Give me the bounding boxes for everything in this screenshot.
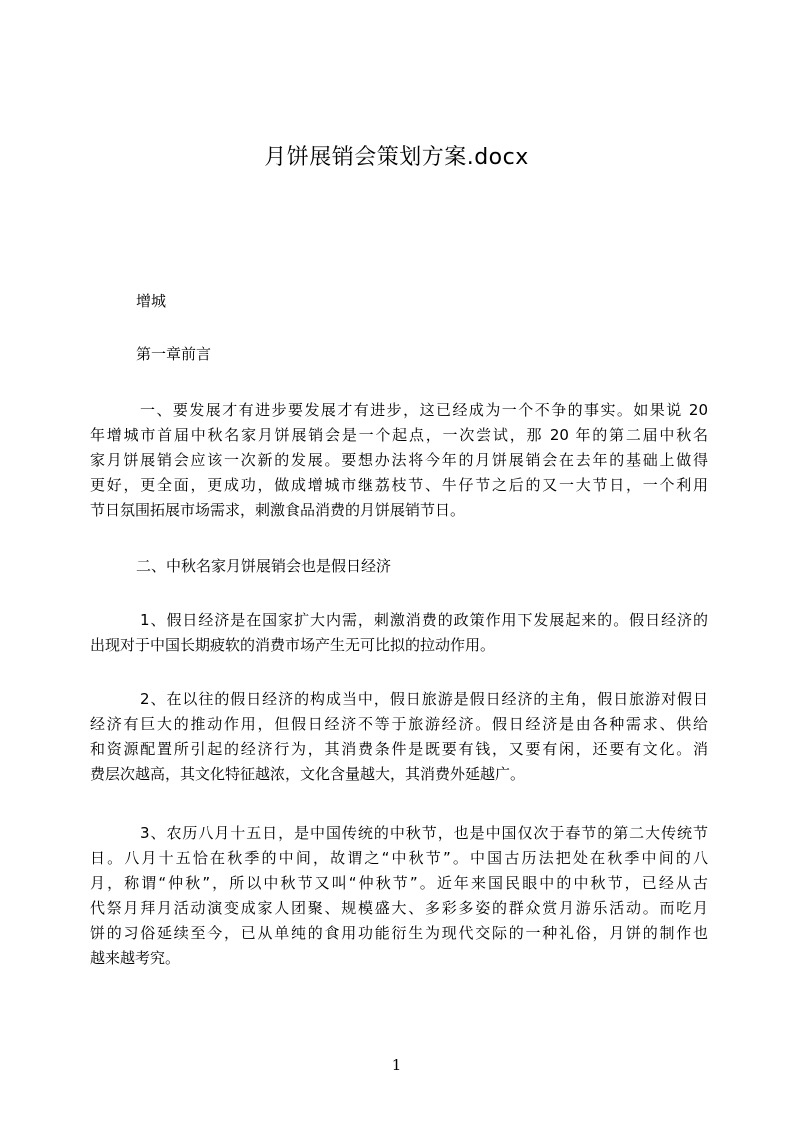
paragraph-line: 家月饼展销会应该一次新的发展。要想办法将今年的月饼展销会在去年的基础上做得 xyxy=(90,451,708,469)
paragraph-line: 月，称谓“仲秋”，所以中秋节又叫“仲秋节”。近年来国民眼中的中秋节，已经从古 xyxy=(90,874,708,892)
paragraph-line: 一、要发展才有进步要发展才有进步，这已经成为一个不争的事实。如果说 20 xyxy=(140,401,708,419)
paragraph-line: 2、在以往的假日经济的构成当中，假日旅游是假日经济的主角，假日旅游对假日 xyxy=(140,690,708,708)
paragraph-4 xyxy=(90,821,708,971)
chapter-heading-text: 第一章前言 xyxy=(136,345,212,363)
paragraph-line: 和资源配置所引起的经济行为，其消费条件是既要有钱，又要有闲，还要有文化。消 xyxy=(90,740,708,758)
paragraph-line: 更好，更全面，更成功，做成增城市继荔枝节、牛仔节之后的又一大节日，一个利用 xyxy=(90,476,708,494)
paragraph-line: 节日氛围拓展市场需求，刺激食品消费的月饼展销节日。 xyxy=(90,501,466,519)
document-title: 月饼展销会策划方案.docx xyxy=(264,145,529,170)
section-heading-2-text: 二、中秋名家月饼展销会也是假日经济 xyxy=(136,557,392,575)
paragraph-line: 代祭月拜月活动演变成家人团聚、规模盛大、多彩多姿的群众赏月游乐活动。而吃月 xyxy=(90,899,708,917)
section-heading-2 xyxy=(90,554,708,579)
paragraph-1 xyxy=(90,398,708,523)
paragraph-line: 经济有巨大的推动作用，但假日经济不等于旅游经济。假日经济是由各种需求、供给 xyxy=(90,715,708,733)
chapter-heading xyxy=(90,342,708,367)
location-text: 增城 xyxy=(136,292,167,310)
page-number: 1 xyxy=(391,1056,402,1074)
paragraph-line: 3、农历八月十五日，是中国传统的中秋节，也是中国仅次于春节的第二大传统节 xyxy=(140,824,708,842)
paragraph-line: 费层次越高，其文化特征越浓，文化含量越大，其消费外延越广。 xyxy=(90,765,526,783)
paragraph-line: 年增城市首届中秋名家月饼展销会是一个起点，一次尝试，那 20 年的第二届中秋名 xyxy=(90,426,708,444)
paragraph-3 xyxy=(90,687,708,787)
paragraph-line: 1、假日经济是在国家扩大内需，刺激消费的政策作用下发展起来的。假日经济的 xyxy=(140,611,708,629)
paragraph-line: 出现对于中国长期疲软的消费市场产生无可比拟的拉动作用。 xyxy=(90,636,496,654)
paragraph-line: 越来越考究。 xyxy=(90,949,181,967)
paragraph-line: 日。八月十五恰在秋季的中间，故谓之“中秋节”。中国古历法把处在秋季中间的八 xyxy=(90,849,708,867)
paragraph-2 xyxy=(90,608,708,658)
location-line xyxy=(90,289,708,314)
paragraph-line: 饼的习俗延续至今，已从单纯的食用功能衍生为现代交际的一种礼俗，月饼的制作也 xyxy=(90,924,708,942)
